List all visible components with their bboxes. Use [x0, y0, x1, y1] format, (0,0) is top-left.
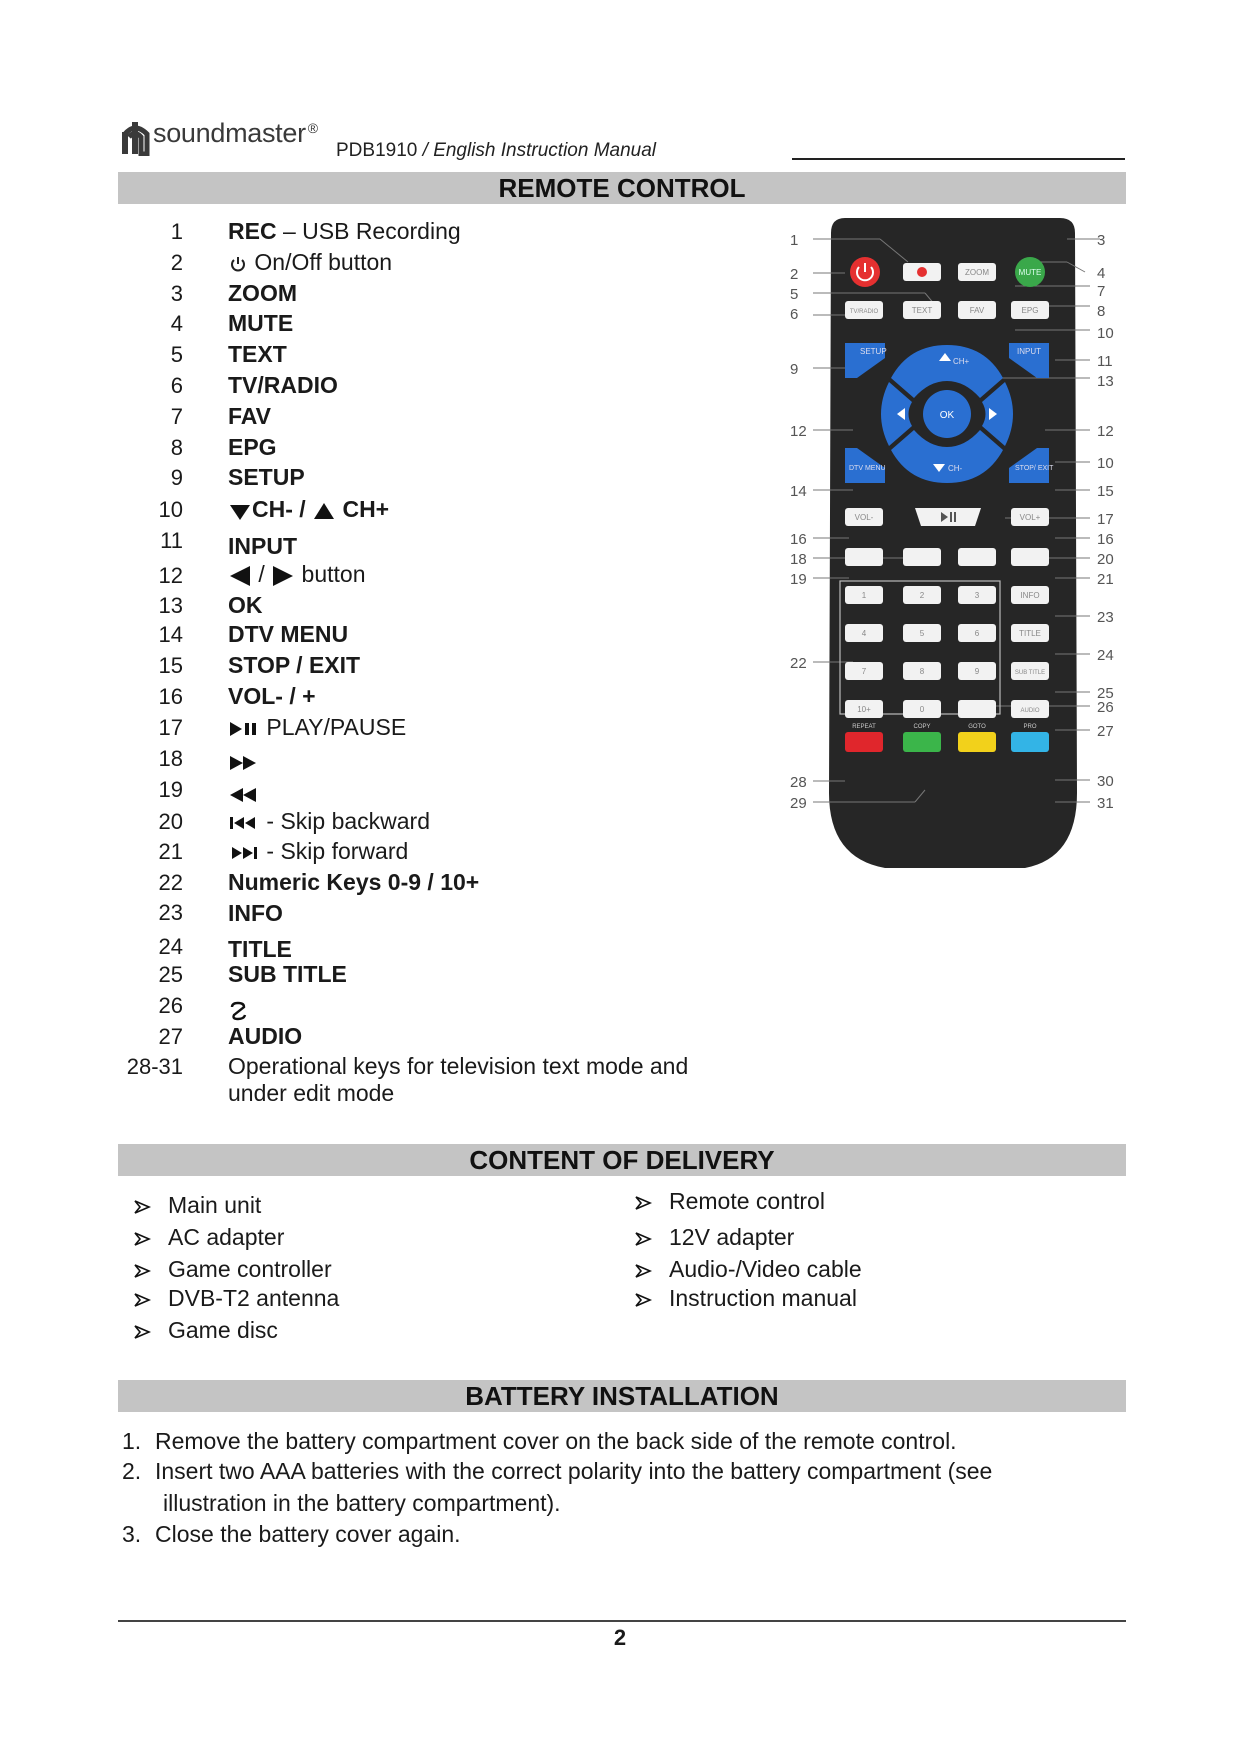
rc-num: 19 — [158, 777, 183, 802]
rc-label — [228, 621, 348, 648]
rc-label — [228, 1053, 688, 1080]
key-label: FAV — [969, 306, 985, 315]
list-item — [132, 1192, 261, 1219]
callout-num: 31 — [1097, 795, 1114, 812]
page-number: 2 — [613, 1625, 627, 1650]
callout-numbers-right — [1097, 232, 1114, 812]
triangle-down-icon — [228, 501, 252, 521]
rc-text: button — [295, 561, 366, 587]
rc-label — [228, 310, 293, 337]
item-text: AC adapter — [168, 1224, 285, 1250]
key-label: CH+ — [953, 357, 970, 366]
list-item — [633, 1285, 857, 1312]
rc-num: 25 — [158, 962, 183, 987]
rc-bold: INFO — [228, 900, 283, 926]
key-label: DTV MENU — [849, 465, 886, 472]
rc-label — [228, 561, 366, 588]
item-text: Main unit — [168, 1192, 262, 1218]
item-text: Game controller — [168, 1256, 332, 1282]
registered-mark: ® — [307, 120, 319, 136]
key-label: 6 — [974, 629, 980, 638]
rc-label — [228, 403, 271, 430]
rc-num: 14 — [158, 622, 183, 647]
rc-bold: MUTE — [228, 310, 294, 336]
rc-label — [228, 748, 260, 775]
key-label: AUDIO — [1020, 708, 1040, 714]
rc-num: 21 — [158, 839, 183, 864]
list-item — [633, 1188, 825, 1215]
rc-label — [228, 996, 250, 1023]
rc-num: 15 — [158, 653, 183, 678]
callout-num: 14 — [790, 483, 807, 500]
rc-bold: REC — [228, 218, 277, 244]
cyan-key[interactable] — [1011, 732, 1049, 752]
rc-label — [228, 249, 392, 276]
rc-bold: VOL- / + — [228, 683, 316, 709]
rc-num: 2 — [170, 250, 183, 275]
section-battery-installation: BATTERY INSTALLATION — [118, 1380, 1126, 1412]
key-label: PRO — [1023, 724, 1037, 730]
key-label: CH- — [948, 464, 963, 473]
rc-bold: SETUP — [228, 464, 305, 490]
list-item — [132, 1256, 332, 1283]
skip-forward-button[interactable] — [1011, 548, 1049, 566]
arrow-right-icon — [271, 565, 295, 587]
rc-label — [228, 464, 305, 491]
rc-num: 20 — [158, 809, 183, 834]
callout-num: 5 — [790, 286, 799, 303]
fast-forward-icon — [228, 754, 260, 772]
rc-label — [228, 280, 297, 307]
arrowhead-bullet-icon — [132, 1263, 152, 1279]
rc-text: – USB Recording — [276, 218, 461, 244]
key-label: TEXT — [911, 306, 933, 315]
skip-backward-icon — [228, 814, 260, 832]
battery-step-number: 3. — [122, 1521, 142, 1547]
play-pause-icon — [228, 720, 260, 738]
green-key[interactable] — [903, 732, 941, 752]
key-label: ZOOM — [965, 268, 989, 277]
item-text: Audio-/Video cable — [669, 1256, 862, 1282]
rc-bold: TITLE — [228, 936, 292, 962]
rc-text: PLAY/PAUSE — [266, 714, 407, 740]
rc-num: 7 — [170, 404, 183, 429]
key-label: 1 — [861, 591, 867, 600]
rc-bold: SUB TITLE — [228, 961, 347, 987]
key-label: SETUP — [860, 347, 887, 356]
rc-num: 8 — [170, 435, 183, 460]
key-label: TV/RADIO — [849, 309, 879, 315]
callout-num: 6 — [790, 306, 799, 323]
callout-num: 19 — [790, 571, 807, 588]
callout-num: 2 — [790, 266, 799, 283]
key-label: STOP/ EXIT — [1015, 465, 1054, 472]
callout-num: 30 — [1097, 773, 1114, 790]
subtitle-toggle-icon — [228, 1001, 250, 1021]
key-label: 2 — [919, 591, 925, 600]
callout-num: 16 — [1097, 531, 1114, 548]
rc-num: 17 — [158, 715, 183, 740]
key-label: VOL- — [854, 513, 874, 522]
rc-num: 22 — [158, 870, 183, 895]
callout-num: 21 — [1097, 571, 1114, 588]
key-label: VOL+ — [1019, 513, 1041, 522]
rc-bold: Numeric Keys 0-9 / 10+ — [228, 869, 480, 895]
callout-num: 8 — [1097, 303, 1106, 320]
rc-bold: EPG — [228, 434, 277, 460]
red-key[interactable] — [845, 732, 883, 752]
rc-text: - Skip forward — [266, 838, 409, 864]
skip-back-button[interactable] — [958, 548, 996, 566]
rc-bold: TV/RADIO — [228, 372, 338, 398]
triangle-up-icon — [312, 501, 336, 521]
subtitle-toggle-button[interactable] — [958, 700, 996, 718]
rc-num: 12 — [158, 563, 183, 588]
arrowhead-bullet-icon — [633, 1292, 653, 1308]
callout-num: 3 — [1097, 232, 1106, 249]
arrowhead-bullet-icon — [132, 1231, 152, 1247]
rc-label — [228, 434, 277, 461]
rc-bold: TEXT — [228, 341, 287, 367]
rc-label — [228, 1023, 302, 1050]
key-label: GOTO — [968, 724, 986, 730]
footer-rule — [118, 1620, 1126, 1622]
callout-num: 18 — [790, 551, 807, 568]
key-label: 3 — [974, 591, 980, 600]
remote-control-illustration — [785, 218, 1125, 878]
rc-label — [228, 592, 263, 619]
key-label: REPEAT — [852, 724, 876, 730]
rc-num: 6 — [170, 373, 183, 398]
rc-num: 13 — [158, 593, 183, 618]
section-remote-control: REMOTE CONTROL — [118, 172, 1126, 204]
callout-num: 9 — [790, 361, 799, 378]
rc-label — [228, 533, 297, 560]
rc-label — [228, 341, 287, 368]
model-number: PDB1910 — [336, 140, 418, 161]
key-label: INPUT — [1017, 347, 1041, 356]
item-text: Game disc — [168, 1317, 278, 1343]
rc-num: 3 — [170, 281, 183, 306]
rc-label — [228, 961, 347, 988]
list-item — [132, 1317, 278, 1344]
header-rule — [792, 158, 1125, 160]
rc-num: 26 — [158, 993, 183, 1018]
record-icon — [917, 267, 927, 277]
battery-step-text-cont: illustration in the battery compartment). — [163, 1490, 561, 1516]
rc-label — [228, 372, 338, 399]
rewind-button[interactable] — [845, 548, 883, 566]
rc-label — [228, 936, 292, 963]
rc-slash: / — [252, 561, 272, 587]
separator: / — [417, 140, 434, 161]
list-item — [633, 1256, 862, 1283]
rc-label — [228, 683, 316, 710]
rc-num: 27 — [158, 1024, 183, 1049]
rc-text: - Skip backward — [266, 808, 431, 834]
callout-num: 17 — [1097, 511, 1114, 528]
rc-bold: FAV — [228, 403, 272, 429]
key-label: COPY — [913, 724, 931, 730]
key-label: 5 — [919, 629, 925, 638]
rc-num: 9 — [170, 465, 183, 490]
rc-bold: CH- / — [252, 496, 313, 522]
callout-num: 12 — [790, 423, 807, 440]
rc-label — [228, 652, 360, 679]
power-icon — [228, 254, 248, 274]
section-content-of-delivery: CONTENT OF DELIVERY — [118, 1144, 1126, 1176]
rc-label — [228, 808, 430, 835]
callout-num: 29 — [790, 795, 807, 812]
brand-logo — [120, 118, 318, 156]
key-label: OK — [939, 410, 955, 421]
callout-num: 11 — [1097, 353, 1113, 370]
key-label: EPG — [1021, 306, 1039, 315]
rc-num: 18 — [158, 746, 183, 771]
item-text: Remote control — [669, 1188, 825, 1214]
arrowhead-bullet-icon — [132, 1292, 152, 1308]
arrowhead-bullet-icon — [132, 1324, 152, 1340]
rc-text: On/Off button — [248, 249, 393, 275]
callout-num: 10 — [1097, 325, 1114, 342]
callout-numbers-left — [790, 232, 807, 812]
item-text: Instruction manual — [669, 1285, 857, 1311]
list-item — [633, 1224, 794, 1251]
battery-step-text: Remove the battery compartment cover on the back side of the remote control. — [155, 1428, 957, 1454]
model-line — [336, 140, 656, 162]
rc-label — [228, 838, 408, 865]
rc-bold: CH+ — [336, 496, 390, 522]
list-item — [132, 1224, 284, 1251]
rc-num: 16 — [158, 684, 183, 709]
arrowhead-bullet-icon — [633, 1195, 653, 1211]
battery-step-number: 1. — [122, 1428, 142, 1454]
brand-name: soundmaster — [153, 118, 306, 148]
rc-label — [228, 496, 389, 523]
callout-num: 24 — [1097, 647, 1114, 664]
yellow-key[interactable] — [958, 732, 996, 752]
callout-num: 22 — [790, 655, 807, 672]
rc-bold: AUDIO — [228, 1023, 303, 1049]
manual-title: English Instruction Manual — [433, 140, 657, 161]
rc-num: 23 — [158, 900, 183, 925]
list-item — [132, 1285, 339, 1312]
skip-forward-icon — [228, 844, 260, 862]
rc-num: 4 — [170, 311, 183, 336]
callout-num: 16 — [790, 531, 807, 548]
rc-num: 5 — [170, 342, 183, 367]
fast-forward-button[interactable] — [903, 548, 941, 566]
callout-num: 12 — [1097, 423, 1114, 440]
key-label: 9 — [974, 667, 980, 676]
key-label: 8 — [919, 667, 925, 676]
arrowhead-bullet-icon — [132, 1199, 152, 1215]
item-text: DVB-T2 antenna — [168, 1285, 340, 1311]
key-label: 4 — [861, 629, 867, 638]
rc-text: Operational keys for television text mode and — [228, 1053, 689, 1079]
callout-num: 1 — [790, 232, 799, 249]
key-label: 10+ — [857, 705, 871, 714]
callout-num: 10 — [1097, 455, 1114, 472]
arrow-left-icon — [228, 565, 252, 587]
battery-step-text: Insert two AAA batteries with the correct polarity into the battery compartment (see — [155, 1458, 993, 1484]
rc-bold: OK — [228, 592, 263, 618]
key-label: 7 — [861, 667, 867, 676]
rc-label-cont: under edit mode — [228, 1080, 395, 1106]
rc-bold: INPUT — [228, 533, 297, 559]
rc-label — [228, 218, 461, 245]
callout-num: 27 — [1097, 723, 1114, 740]
callout-num: 4 — [1097, 265, 1106, 282]
rc-bold: ZOOM — [228, 280, 297, 306]
rc-num: 24 — [158, 934, 183, 959]
item-text: 12V adapter — [669, 1224, 795, 1250]
callout-num: 28 — [790, 774, 807, 791]
rewind-icon — [228, 786, 260, 804]
rc-num: 1 — [170, 219, 183, 244]
callout-num: 7 — [1097, 283, 1106, 300]
rc-label — [228, 869, 479, 896]
soundmaster-logo-icon — [120, 118, 150, 156]
arrowhead-bullet-icon — [633, 1231, 653, 1247]
battery-step-number: 2. — [122, 1458, 142, 1484]
key-label: INFO — [1020, 591, 1040, 600]
rc-num: 28-31 — [126, 1054, 183, 1079]
key-label: MUTE — [1018, 268, 1042, 277]
callout-num: 23 — [1097, 609, 1114, 626]
callout-num: 15 — [1097, 483, 1114, 500]
arrowhead-bullet-icon — [633, 1263, 653, 1279]
key-label: SUB TITLE — [1014, 670, 1046, 676]
rc-label — [228, 780, 260, 807]
callout-num: 26 — [1097, 699, 1114, 716]
callout-num: 25 — [1097, 685, 1114, 702]
rc-label — [228, 900, 283, 927]
rc-num: 10 — [158, 497, 183, 522]
key-label: 0 — [919, 705, 925, 714]
rc-bold: DTV MENU — [228, 621, 349, 647]
rc-label — [228, 714, 406, 741]
callout-num: 20 — [1097, 551, 1114, 568]
battery-step-text: Close the battery cover again. — [155, 1521, 461, 1547]
callout-num: 13 — [1097, 373, 1114, 390]
rc-bold: STOP / EXIT — [228, 652, 361, 678]
rc-num: 11 — [160, 528, 183, 553]
key-label: TITLE — [1019, 629, 1041, 638]
